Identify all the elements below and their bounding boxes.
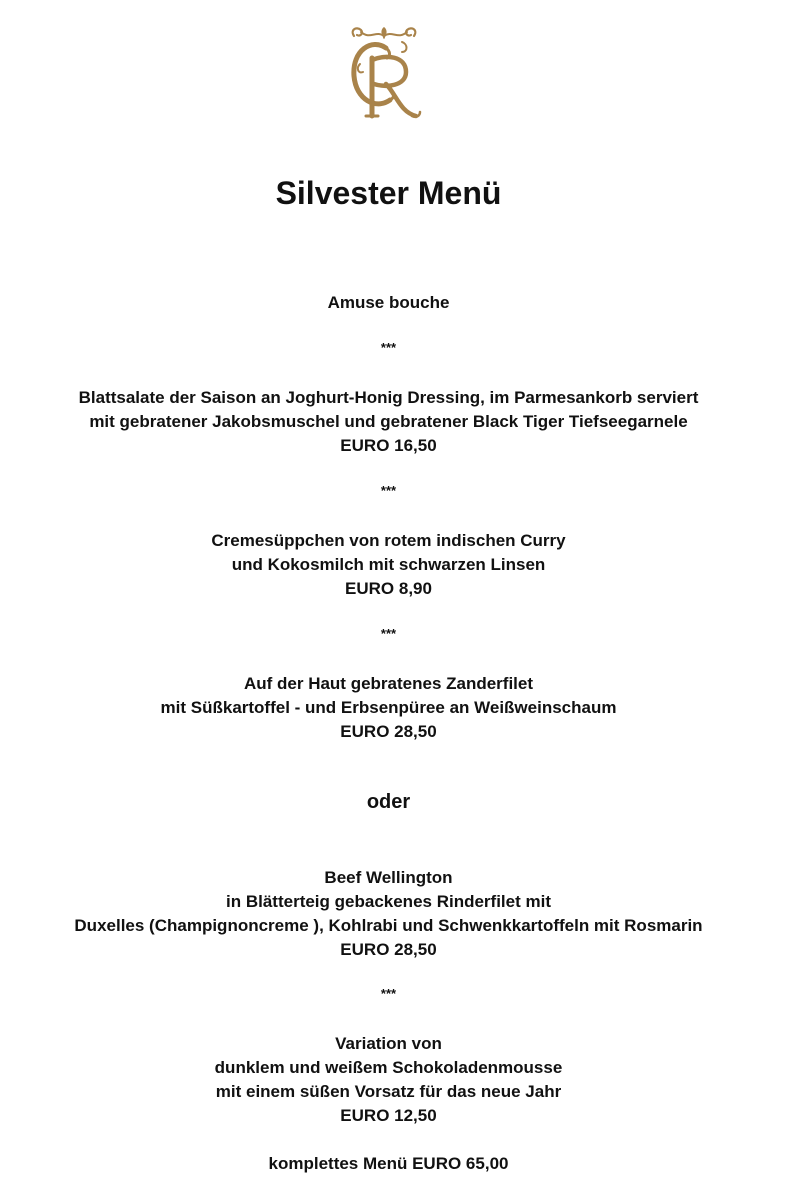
amuse-bouche-label: Amuse bouche bbox=[327, 293, 450, 312]
course4-line3: mit einem süßen Vorsatz für das neue Jahr bbox=[215, 1082, 562, 1101]
total-menu-price: komplettes Menü EURO 65,00 bbox=[268, 1154, 509, 1173]
or-divider: oder bbox=[366, 791, 411, 813]
monogram-logo bbox=[346, 24, 422, 122]
course1-line1: Blattsalate der Saison an Joghurt-Honig Dressing, im Parmesankorb serviert bbox=[78, 388, 699, 407]
separator: *** bbox=[380, 483, 397, 498]
course4-price: EURO 12,50 bbox=[340, 1106, 437, 1125]
course3b-line2: in Blätterteig gebackenes Rinderfilet mit bbox=[226, 892, 551, 911]
menu-title: Silvester Menü bbox=[275, 175, 502, 211]
course3a-line1: Auf der Haut gebratenes Zanderfilet bbox=[243, 674, 534, 693]
course3b-line3: Duxelles (Champignoncreme ), Kohlrabi und Schwenkkartoffeln mit Rosmarin bbox=[74, 916, 703, 935]
course3b-line1: Beef Wellington bbox=[324, 868, 453, 887]
separator: *** bbox=[380, 340, 397, 355]
course3a-line2: mit Süßkartoffel - und Erbsenpüree an Weißweinschaum bbox=[160, 698, 617, 717]
course1-price: EURO 16,50 bbox=[340, 436, 437, 455]
course2-line2: und Kokosmilch mit schwarzen Linsen bbox=[231, 555, 546, 574]
separator: *** bbox=[380, 986, 397, 1001]
course4-line2: dunklem und weißem Schokoladenmousse bbox=[214, 1058, 563, 1077]
separator: *** bbox=[380, 626, 397, 641]
course1-line2: mit gebratener Jakobsmuschel und gebratener Black Tiger Tiefseegarnele bbox=[89, 412, 688, 431]
course4-line1: Variation von bbox=[335, 1034, 442, 1053]
course2-line1: Cremesüppchen von rotem indischen Curry bbox=[211, 531, 566, 550]
course3b-price: EURO 28,50 bbox=[340, 940, 437, 959]
course3a-price: EURO 28,50 bbox=[340, 722, 437, 741]
course2-price: EURO 8,90 bbox=[345, 579, 432, 598]
